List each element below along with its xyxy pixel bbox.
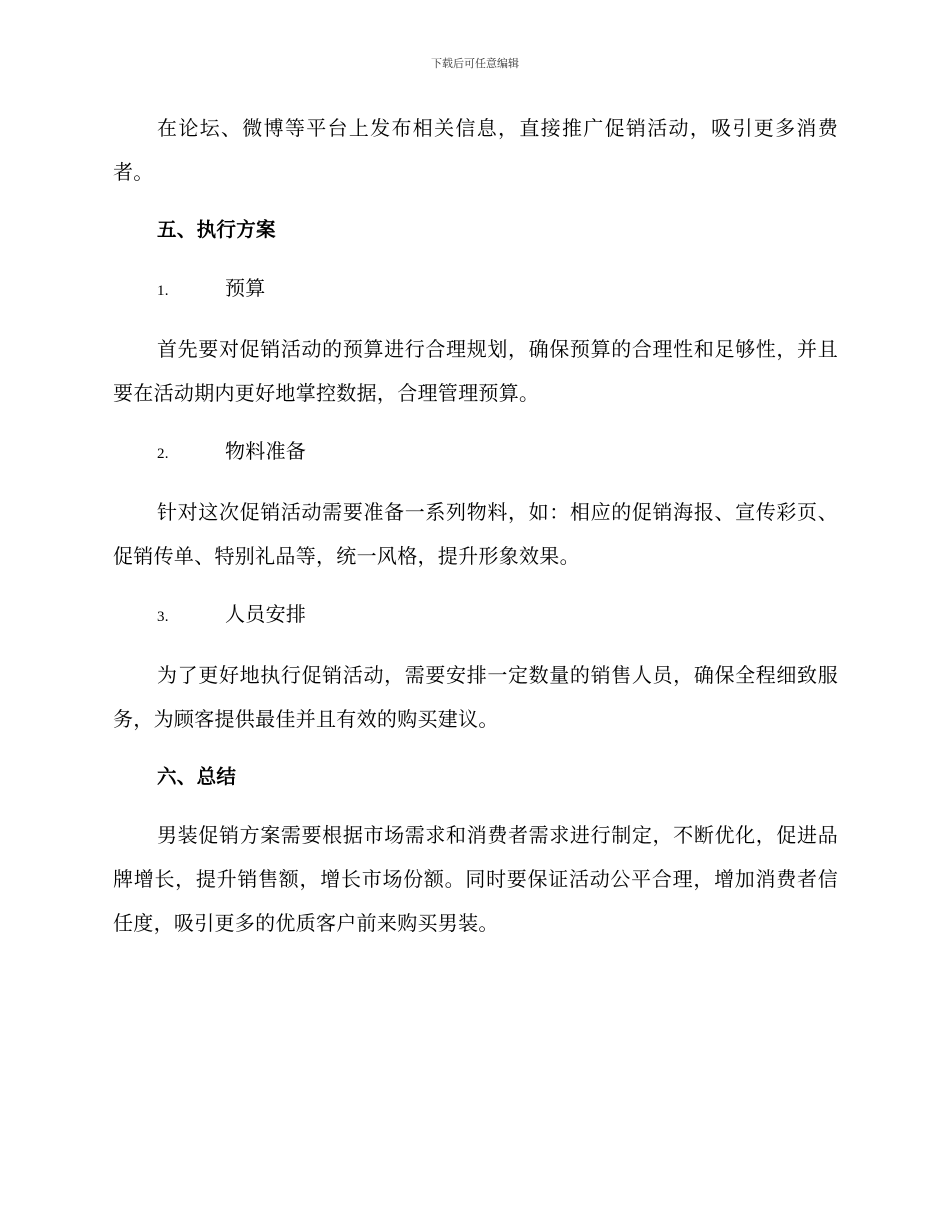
list-item-materials xyxy=(113,429,838,476)
list-item-staffing xyxy=(113,592,838,639)
list-number: 1. xyxy=(157,283,169,299)
paragraph-summary: 男装促销方案需要根据市场需求和消费者需求进行制定，不断优化，促进品牌增长，提升销售额，增长市场份额。同时要保证活动公平合理，增加消费者信任度，吸引更多的优质客户前来购买男装。 xyxy=(113,823,838,935)
list-label: 物料准备 xyxy=(225,439,307,463)
list-label: 人员安排 xyxy=(225,602,307,626)
list-number: 3. xyxy=(157,609,169,625)
section-heading-summary: 六、总结 xyxy=(157,765,237,788)
list-number: 2. xyxy=(157,446,169,462)
paragraph-staffing: 为了更好地执行促销活动，需要安排一定数量的销售人员，确保全程细致服务，为顾客提供最佳并且有效的购买建议。 xyxy=(113,663,838,731)
paragraph-budget: 首先要对促销活动的预算进行合理规划，确保预算的合理性和足够性，并且要在活动期内更好地掌控数据，合理管理预算。 xyxy=(113,337,838,405)
section-heading-execution-plan: 五、执行方案 xyxy=(157,218,276,241)
list-item-budget xyxy=(113,266,838,313)
list-label: 预算 xyxy=(225,276,266,300)
paragraph-materials: 针对这次促销活动需要准备一系列物料，如：相应的促销海报、宣传彩页、促销传单、特别礼品等，统一风格，提升形象效果。 xyxy=(113,500,838,568)
document-body xyxy=(113,106,838,959)
header-note: 下载后可任意编辑 xyxy=(431,57,519,70)
paragraph-promotion-channels: 在论坛、微博等平台上发布相关信息，直接推广促销活动，吸引更多消费者。 xyxy=(113,116,838,184)
